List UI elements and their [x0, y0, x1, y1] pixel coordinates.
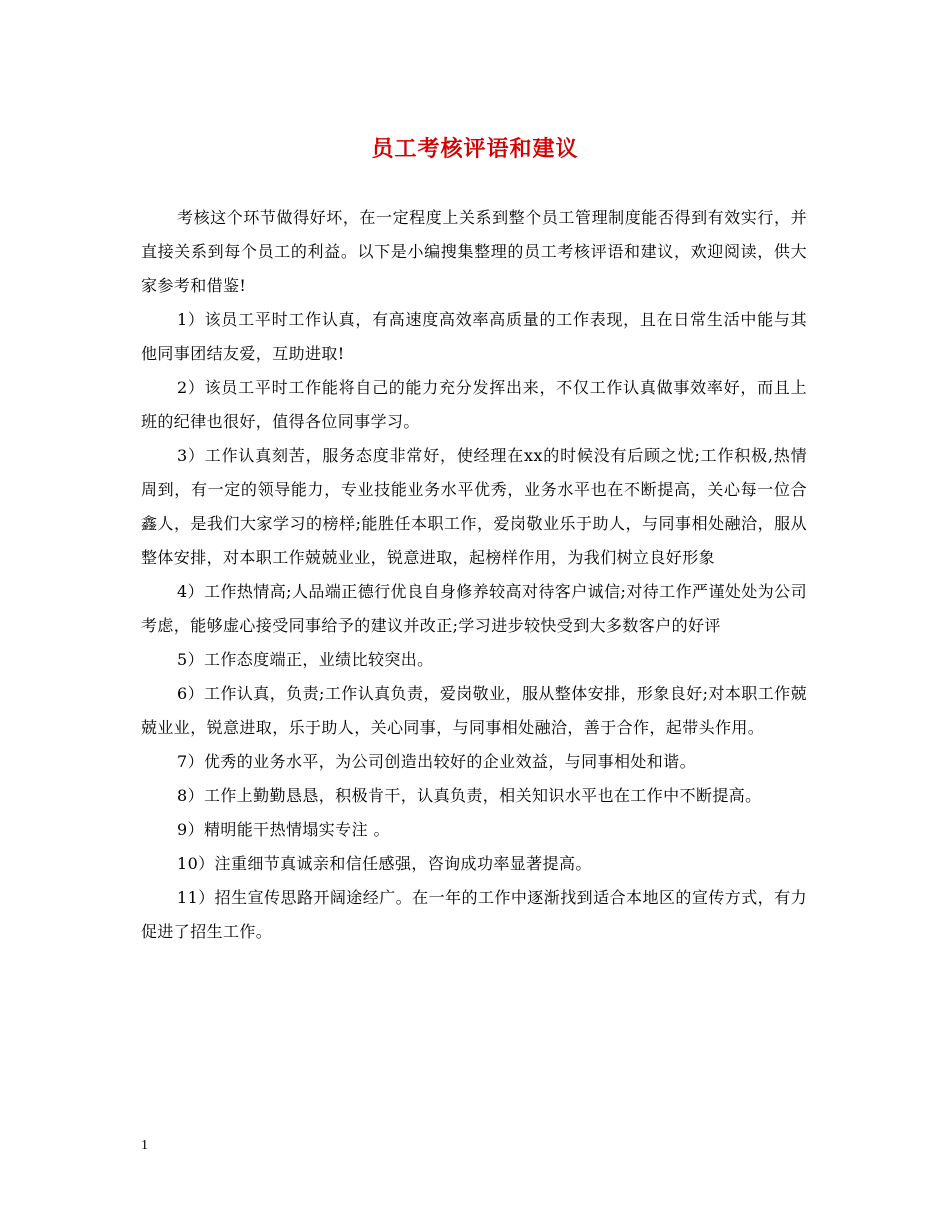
document-body: [141, 201, 807, 949]
comment-item-5: 5）工作态度端正，业绩比较突出。: [177, 650, 434, 669]
comment-item-7: 7）优秀的业务水平，为公司创造出较好的企业效益，与同事相处和谐。: [177, 752, 696, 771]
comment-item-6: 6）工作认真，负责;工作认真负责，爱岗敬业，服从整体安排，形象良好;对本职工作兢兢业业，锐意进取，乐于助人，关心同事，与同事相处融洽，善于合作，起带头作用。: [141, 684, 807, 737]
comment-item-8: 8）工作上勤勤恳恳，积极肯干，认真负责，相关知识水平也在工作中不断提高。: [177, 786, 762, 805]
comment-item-1: 1）该员工平时工作认真，有高速度高效率高质量的工作表现，且在日常生活中能与其他同事团结友爱，互助进取!: [141, 310, 807, 363]
page-number: 1: [141, 1138, 148, 1153]
intro-paragraph: 考核这个环节做得好坏，在一定程度上关系到整个员工管理制度能否得到有效实行，并直接关系到每个员工的利益。以下是小编搜集整理的员工考核评语和建议，欢迎阅读，供大家参考和借鉴!: [141, 208, 807, 295]
comment-item-3: 3）工作认真刻苦，服务态度非常好，使经理在xx的时候没有后顾之忧;工作积极,热情周到，有一定的领导能力，专业技能业务水平优秀，业务水平也在不断提高，关心每一位合鑫人，是我们大家学习的榜样;能胜任本职工作，爱岗敬业乐于助人，与同事相处融洽，服从整体安排，对本职工作兢兢业业，锐意进取，起榜样作用，为我们树立良好形象: [141, 446, 807, 567]
document-title: 员工考核评语和建议: [371, 136, 579, 162]
comment-item-10: 10）注重细节真诚亲和信任感强，咨询成功率显著提高。: [177, 854, 592, 873]
comment-item-9: 9）精明能干热情塌实专注 。: [177, 820, 390, 839]
comment-item-4: 4）工作热情高;人品端正德行优良自身修养较高对待客户诚信;对待工作严谨处处为公司考虑，能够虚心接受同事给予的建议并改正;学习进步较快受到大多数客户的好评: [141, 582, 807, 635]
comment-item-11: 11）招生宣传思路开阔途经广。在一年的工作中逐渐找到适合本地区的宣传方式，有力促进了招生工作。: [141, 888, 807, 941]
comment-item-2: 2）该员工平时工作能将自己的能力充分发挥出来，不仅工作认真做事效率好，而且上班的纪律也很好，值得各位同事学习。: [141, 378, 807, 431]
